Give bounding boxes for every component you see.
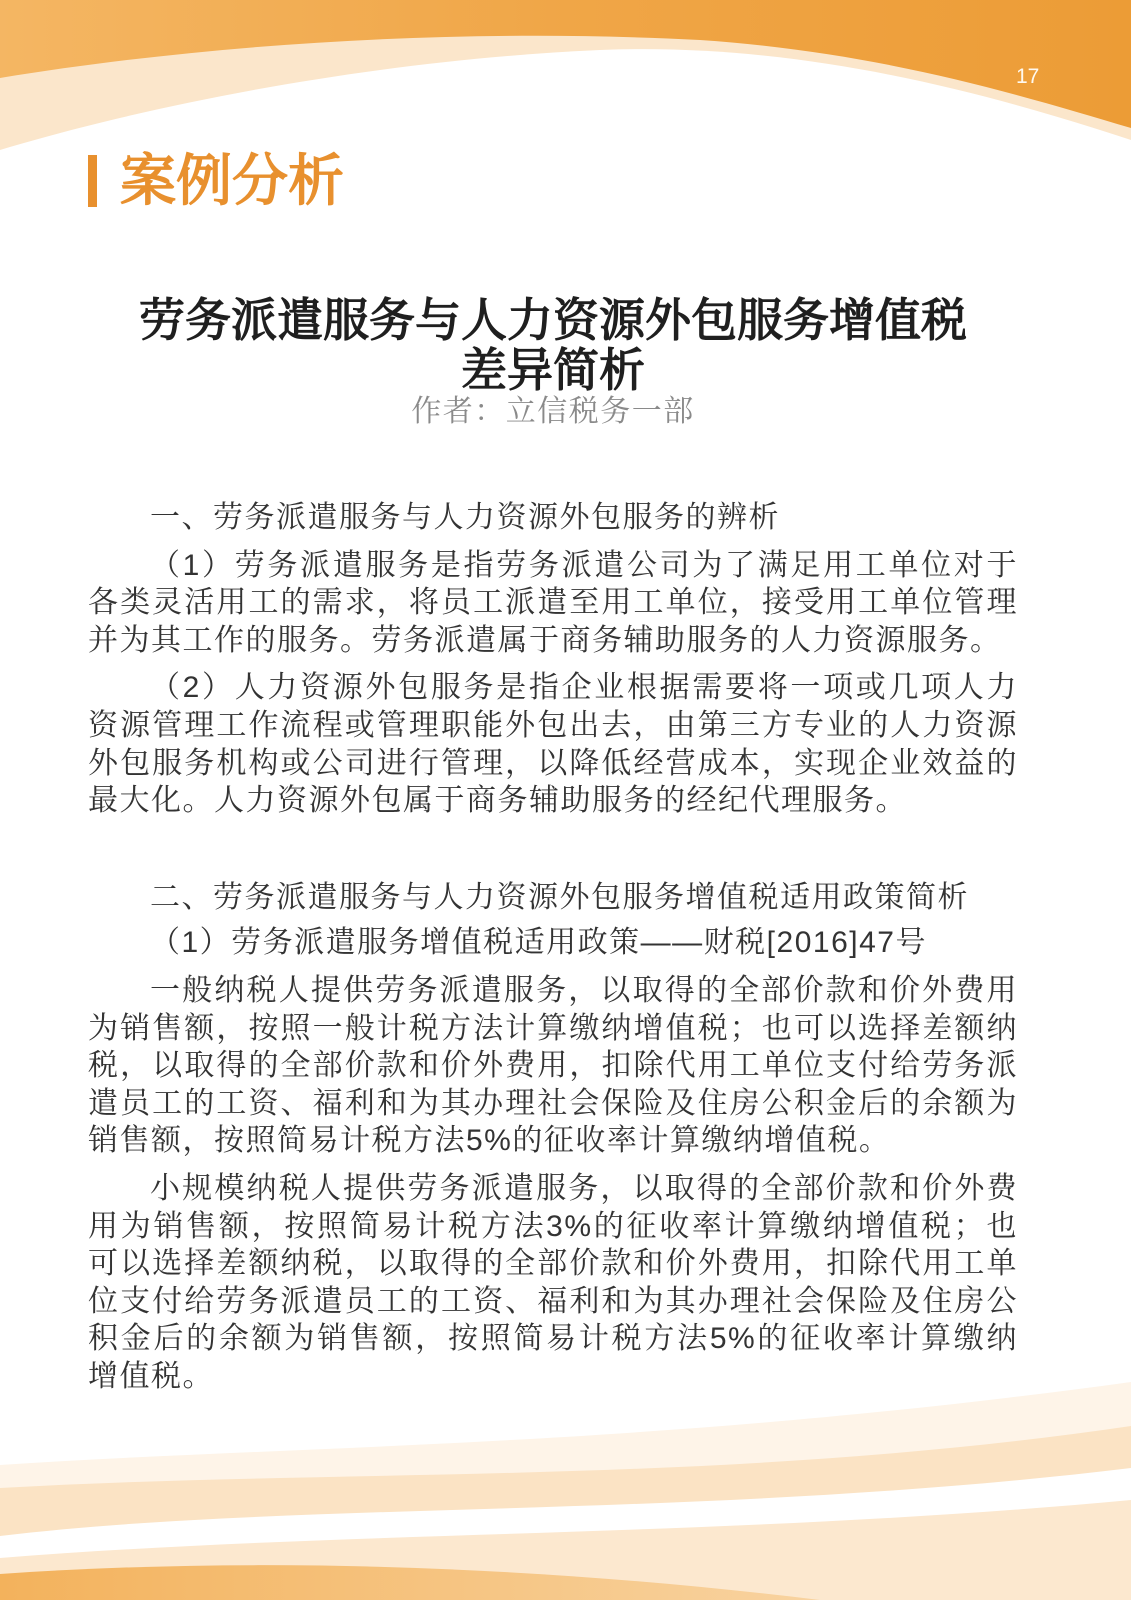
article-author: 作者：立信税务一部 [411, 395, 695, 428]
article-body [88, 499, 1018, 1395]
text-line: 为销售额，按照一般计税方法计算缴纳增值税；也可以选择差额纳 [88, 1011, 1018, 1045]
section-heading: 一、劳务派遣服务与人力资源外包服务的辨析 [150, 501, 780, 534]
article-title-line: 劳务派遣服务与人力资源外包服务增值税 [139, 294, 967, 346]
section-heading: 二、劳务派遣服务与人力资源外包服务增值税适用政策简析 [150, 880, 969, 914]
section-label-text: 案例分析 [120, 149, 344, 212]
text-line: 资源管理工作流程或管理职能外包出去，由第三方专业的人力资源 [88, 708, 1018, 742]
text-line: 销售额，按照简易计税方法5%的征收率计算缴纳增值税。 [88, 1124, 891, 1158]
section-subheading: （1）劳务派遣服务增值税适用政策——财税[2016]47号 [150, 926, 927, 960]
text-line: （2）人力资源外包服务是指企业根据需要将一项或几项人力 [150, 671, 1018, 705]
text-line: 并为其工作的服务。劳务派遣属于商务辅助服务的人力资源服务。 [88, 623, 1002, 657]
page-number: 17 [1016, 65, 1040, 88]
text-line: 积金后的余额为销售额，按照简易计税方法5%的征收率计算缴纳 [88, 1322, 1018, 1356]
section-label [88, 149, 408, 212]
text-line: 用为销售额，按照简易计税方法3%的征收率计算缴纳增值税；也 [88, 1209, 1018, 1243]
text-line: 外包服务机构或公司进行管理，以降低经营成本，实现企业效益的 [88, 746, 1018, 780]
paragraph [88, 669, 1018, 819]
text-line: （1）劳务派遣服务是指劳务派遣公司为了满足用工单位对于 [150, 548, 1018, 582]
section-one [88, 499, 1018, 820]
paragraph [88, 1170, 1018, 1396]
text-line: 可以选择差额纳税，以取得的全部价款和价外费用，扣除代用工单 [88, 1247, 1018, 1281]
text-line: 小规模纳税人提供劳务派遣服务，以取得的全部价款和价外费 [150, 1171, 1018, 1205]
paragraph [88, 547, 1018, 660]
text-line: 最大化。人力资源外包属于商务辅助服务的经纪代理服务。 [88, 784, 907, 818]
accent-bar [88, 155, 97, 207]
text-line: 位支付给劳务派遣员工的工资、福利和为其办理社会保险及住房公 [88, 1284, 1018, 1318]
text-line: 各类灵活用工的需求，将员工派遣至用工单位，接受用工单位管理 [88, 586, 1018, 620]
bottom-wave-decoration [0, 1360, 1131, 1600]
text-line: 税，以取得的全部价款和价外费用，扣除代用工单位支付给劳务派 [88, 1049, 1018, 1083]
article-title-line: 差异简析 [461, 344, 645, 396]
text-line: 增值税。 [88, 1359, 214, 1393]
text-line: 一般纳税人提供劳务派遣服务，以取得的全部价款和价外费用 [150, 973, 1018, 1007]
paragraph [88, 972, 1018, 1160]
article-title [88, 295, 1018, 395]
section-two [88, 879, 1018, 1396]
text-line: 遣员工的工资、福利和为其办理社会保险及住房公积金后的余额为 [88, 1086, 1018, 1120]
